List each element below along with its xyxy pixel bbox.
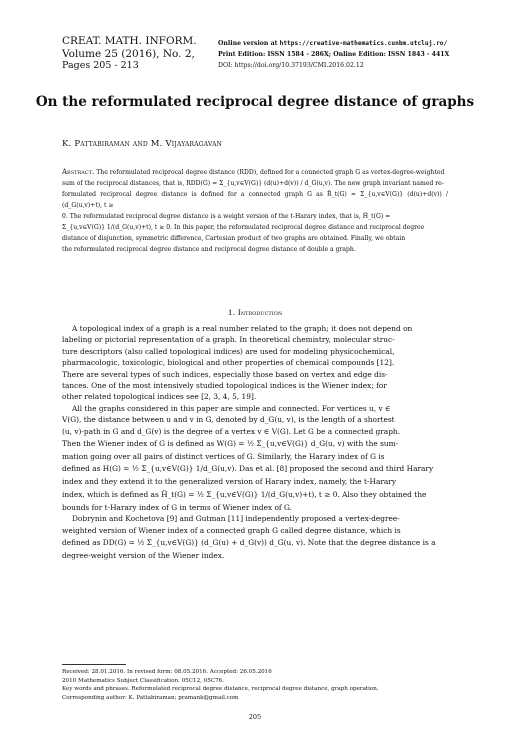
issn-line: Print Edition: ISSN 1584 - 286X; Online Edition: ISSN 1843 - 441X xyxy=(218,51,450,58)
body-line: defined as H(G) = ½ Σ_{u,v∈V(G)} 1/d_G(u,v). Das et al. [8] proposed the second and third Harary xyxy=(62,464,434,474)
body-line: bounds for t-Harary index of G in terms of Wiener index of G. xyxy=(62,502,293,512)
abstract-line-4: 0. The reformulated reciprocal degree distance is a weight version of the t-Harary index, that is, H̄_t(G) = xyxy=(62,213,391,220)
footnote-received: Received: 28.01.2016. In revised form: 08.05.2016. Accepted: 26.05.2016 xyxy=(62,669,272,675)
doi-line[interactable]: DOI: https://doi.org/10.37193/CMI.2016.02.12 xyxy=(218,62,364,69)
body-line: Then the Wiener index of G is defined as W(G) = ½ Σ_{u,v∈V(G)} d_G(u, v) with the sum- xyxy=(62,439,399,449)
footnote-msc: 2010 Mathematics Subject Classification. 05C12, 05C76. xyxy=(62,677,224,684)
introduction-body xyxy=(62,323,448,562)
journal-name: CREAT. MATH. INFORM. xyxy=(62,35,197,47)
page-number: 205 xyxy=(248,713,262,721)
body-line: ture descriptors (also called topological indices) are used for modeling physicochemical, xyxy=(62,346,395,356)
abstract-line-5: Σ_{u,v∈V(G)} 1/(d_G(u,v)+t), t ≥ 0. In this paper, the reformulated reciprocal degree distance and reciprocal degree xyxy=(62,224,425,231)
body-line: pharmacologic, toxicologic, biological and other properties of chemical compounds [12]. xyxy=(62,358,395,368)
body-line: There are several types of such indices, especially those based on vertex and edge dis- xyxy=(62,369,388,379)
abstract-text-1: The reformulated reciprocal degree distance (RDD), defined for a connected graph G as vertex-degree-weighted xyxy=(96,169,445,176)
body-line: index, which is defined as H̄_t(G) = ½ Σ_{u,v∈V(G)} 1/(d_G(u,v)+t), t ≥ 0. Also they obtained the xyxy=(62,489,427,499)
paper-authors: K. Pattabiraman and M. Vijayaragavan xyxy=(62,139,223,149)
footnote-corresponding-author: Corresponding author: K. Pattabiraman; pramank@gmail.com xyxy=(62,694,239,701)
body-line: weighted version of Wiener index of a connected graph G called degree distance, which is xyxy=(62,525,401,535)
footnotes xyxy=(62,668,462,702)
publication-info xyxy=(218,38,508,71)
abstract-line-7: the reformulated reciprocal degree distance and reciprocal degree distance of double a graph. xyxy=(62,246,356,253)
body-line: Dobrynin and Kochetova [9] and Gutman [11] independently proposed a vertex-degree- xyxy=(72,514,400,524)
abstract-line-6: distance of disjunction, symmetric difference, Cartesian product of two graphs are obtained. Finally, we obtain xyxy=(62,235,406,242)
body-line: All the graphs considered in this paper are simple and connected. For vertices u, v ∈ xyxy=(72,403,391,413)
body-line: defined as DD(G) = ½ Σ_{u,v∈V(G)} (d_G(u) + d_G(v)) d_G(u, v). Note that the degree distance is a xyxy=(62,538,436,548)
body-line: tances. One of the most intensively studied topological indices is the Wiener index; for xyxy=(62,381,387,391)
body-line: V(G), the distance between u and v in G, denoted by d_G(u, v), is the length of a shortest xyxy=(62,415,395,425)
footnote-keywords: Key words and phrases. Reformulated reciprocal degree distance, reciprocal degree distance, graph operation. xyxy=(62,686,379,693)
abstract-line-1 xyxy=(62,167,448,178)
journal-volume: Volume 25 (2016), No. 2, xyxy=(62,47,195,60)
abstract-line-2: sum of the reciprocal distances, that is, RDD(G) = Σ_{u,v∈V(G)} (d(u)+d(v)) / d_G(u,v). The new graph invariant named re- xyxy=(62,180,444,187)
abstract-block xyxy=(62,167,448,255)
journal-header xyxy=(62,35,197,73)
body-line: A topological index of a graph is a real number related to the graph; it does not depend on xyxy=(72,324,413,333)
abstract-label: Abstract. xyxy=(62,168,95,176)
body-line: degree-weight version of the Wiener index. xyxy=(62,551,225,561)
body-line: labeling or pictorial representation of a graph. In theoretical chemistry, molecular struc- xyxy=(62,335,395,345)
journal-pages: Pages 205 - 213 xyxy=(62,60,139,71)
section-heading: 1. Introduction xyxy=(227,308,283,317)
body-line: other related topological indices see [2, 3, 4, 5, 19]. xyxy=(62,392,257,402)
online-prefix: Online version at xyxy=(218,40,278,47)
body-line: index and they extend it to the generalized version of Harary index, namely, the t-Harary xyxy=(62,477,396,487)
body-line: (u, v)-path in G and d_G(v) is the degree of a vertex v ∈ V(G). Let G be a connected graph. xyxy=(62,426,401,436)
abstract-line-3: formulated reciprocal degree distance is defined for a connected graph G as R̄_t(G) = Σ_{u,v∈V(G)} (d(u)+d(v)) / (d_G(u,v)+t), t ≥ xyxy=(62,191,448,209)
online-url-link[interactable]: https://creative-mathematics.cunbm.utcluj.ro/ xyxy=(279,40,448,47)
paper-title: On the reformulated reciprocal degree distance of graphs xyxy=(35,94,475,110)
online-version-line xyxy=(218,38,508,49)
footnote-divider xyxy=(62,664,126,665)
body-line: mation going over all pairs of distinct vertices of G. Similarly, the Harary index of G is xyxy=(62,452,385,462)
